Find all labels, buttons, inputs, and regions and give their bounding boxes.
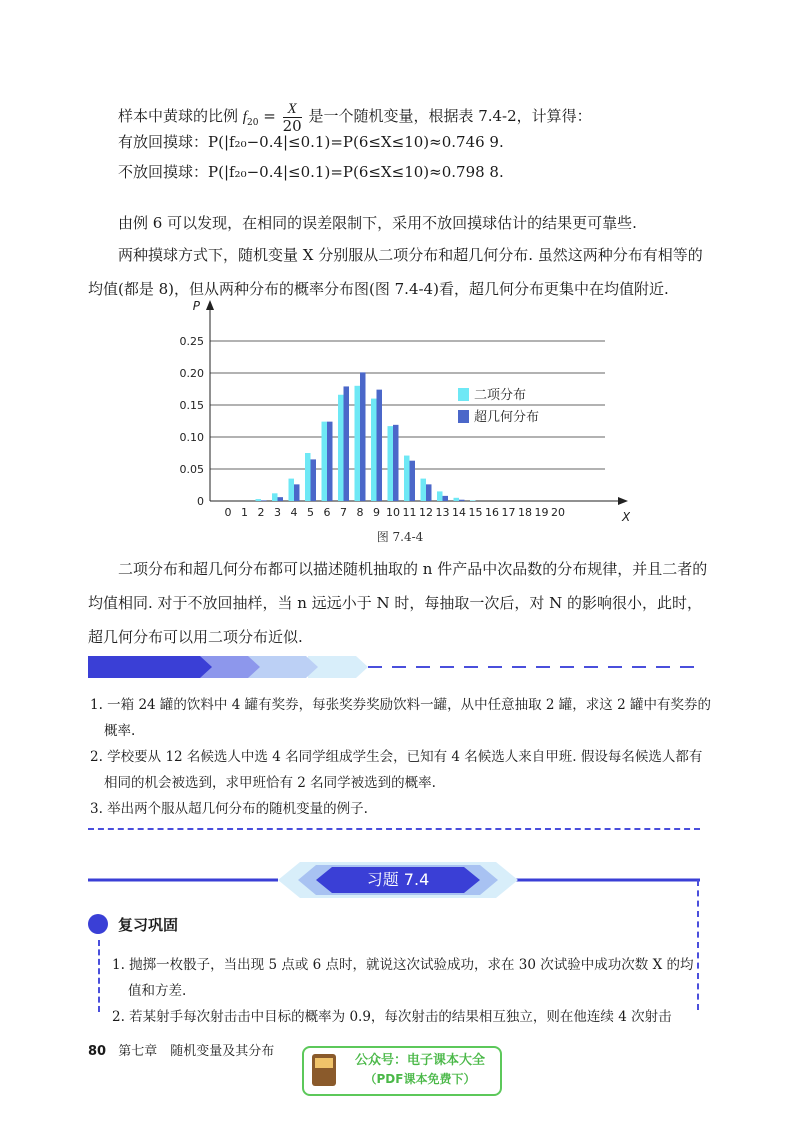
fraction: [283, 101, 302, 134]
x-tick-label: 17: [501, 506, 516, 519]
figure-caption: 图 7.4-4: [376, 530, 424, 544]
bar-binomial: [322, 422, 328, 501]
x-tick-label: 5: [307, 506, 314, 519]
exercise-item-2: 2. 若某射手每次射击击中目标的概率为 0.9，每次射击的结果相互独立，则在他连续 4 次射击: [112, 1009, 672, 1025]
practice-list: [90, 692, 711, 822]
practice-item-2-cont: 相同的机会被选到，求甲班恰有 2 名同学被选到的概率.: [104, 775, 436, 791]
x-tick-label: 14: [452, 506, 466, 519]
paragraph-3: 二项分布和超几何分布都可以描述随机抽取的 n 件产品中次品数的分布规律，并且二者的均值相同. 对于不放回抽样，当 n 远远小于 N 时，每抽取一次后，对 N 的影响很小，此时，超几何分布可以用二项分布近似.: [88, 560, 708, 646]
paragraph-2: 两种摸球方式下，随机变量 X 分别服从二项分布和超几何分布. 虽然这两种分布有相等的均值(都是 8)，但从两种分布的概率分布图(图 7.4-4)看，超几何分布更集中在均值附近.: [88, 246, 703, 298]
stamp-text-1: 公众号：电子课本大全: [354, 1053, 485, 1068]
bar-binomial: [272, 493, 278, 501]
bar-binomial: [355, 386, 361, 501]
bar-hypergeometric: [311, 459, 317, 501]
bar-binomial: [338, 395, 344, 501]
paragraph-1: 由例 6 可以发现，在相同的误差限制下，采用不放回摸球估计的结果更可靠些.: [118, 214, 637, 232]
bar-binomial: [371, 399, 377, 501]
exercise-title: 习题 7.4: [366, 870, 430, 889]
exercise-item-1-cont: 值和方差.: [128, 983, 187, 999]
probability-chart: [170, 296, 630, 524]
page-footer: [88, 1040, 274, 1059]
practice-item-2: 2. 学校要从 12 名候选人中选 4 名同学组成学生会，已知有 4 名候选人来自甲班. 假设每名候选人都有: [90, 749, 703, 765]
y-axis-arrow: [206, 300, 214, 310]
intro-eq: =: [263, 107, 276, 125]
bar-binomial: [421, 479, 427, 501]
x-tick-label: 19: [534, 506, 549, 519]
bar-binomial: [437, 491, 443, 501]
bar-binomial: [470, 500, 476, 501]
x-tick-label: 10: [386, 506, 400, 519]
bar-binomial: [388, 426, 394, 501]
bar-hypergeometric: [261, 500, 267, 501]
bar-binomial: [305, 453, 311, 501]
x-tick-label: 16: [485, 506, 499, 519]
exercise-left-border: [98, 940, 100, 1012]
x-tick-label: 18: [518, 506, 532, 519]
x-tick-label: 3: [274, 506, 281, 519]
exercise-right-border: [697, 880, 699, 1010]
chapter-title: 第七章 随机变量及其分布: [118, 1044, 275, 1059]
practice-end-divider: [88, 828, 700, 830]
x-tick-label: 8: [356, 506, 364, 519]
x-tick-label: 6: [323, 506, 331, 519]
x-axis-arrow: [618, 497, 628, 505]
practice-item-1-cont: 概率.: [104, 723, 136, 739]
bar-binomial: [454, 498, 460, 501]
bar-hypergeometric: [410, 461, 416, 501]
page-number: 80: [88, 1044, 107, 1059]
intro-sub: 20: [246, 118, 259, 128]
y-axis-label: P: [192, 299, 200, 313]
y-tick-label: 0.15: [179, 399, 204, 412]
practice-item-3: 3. 举出两个服从超几何分布的随机变量的例子.: [90, 801, 368, 817]
intro-var-f: f: [242, 109, 247, 125]
bar-binomial: [256, 499, 262, 501]
section-title: 复习巩固: [118, 916, 179, 934]
x-tick-label: 7: [340, 506, 347, 519]
x-tick-label: 2: [257, 506, 265, 519]
bar-binomial: [404, 456, 410, 501]
exercise-banner: [88, 862, 700, 898]
legend-swatch: [458, 388, 469, 401]
x-tick-label: 20: [551, 506, 565, 519]
legend-label: 二项分布: [474, 388, 527, 403]
y-tick-label: 0: [197, 495, 204, 508]
x-tick-label: 0: [224, 506, 232, 519]
x-tick-label: 11: [402, 506, 417, 519]
stamp-text-2: （PDF课本免费下）: [364, 1072, 476, 1086]
bar-hypergeometric: [278, 497, 284, 501]
book-icon: [312, 1054, 336, 1086]
bar-hypergeometric: [344, 386, 350, 501]
y-tick-label: 0.05: [179, 463, 204, 476]
x-tick-label: 9: [373, 506, 380, 519]
bar-binomial: [289, 479, 295, 501]
intro-text-b: 是一个随机变量，根据表 7.4-2，计算得：: [308, 107, 592, 125]
y-tick-label: 0.20: [179, 367, 204, 380]
bar-hypergeometric: [327, 422, 333, 501]
x-tick-label: 1: [241, 506, 248, 519]
legend-swatch: [458, 410, 469, 423]
exercise-list: [112, 952, 693, 1030]
bar-hypergeometric: [459, 500, 465, 501]
result-with-replacement: 有放回摸球：P(|f₂₀−0.4|≤0.1)=P(6≤X≤10)≈0.746 9.: [118, 133, 504, 151]
exercise-item-1: 1. 抛掷一枚骰子，当出现 5 点或 6 点时，就说这次试验成功，求在 30 次试验中成功次数 X 的均: [112, 957, 694, 973]
intro-text-a: 样本中黄球的比例: [118, 107, 239, 125]
bar-hypergeometric: [360, 372, 366, 501]
x-tick-label: 13: [435, 506, 450, 519]
x-axis-label: X: [622, 510, 630, 524]
y-tick-label: 0.10: [179, 431, 204, 444]
bar-hypergeometric: [426, 484, 432, 501]
practice-banner: [88, 656, 708, 678]
practice-arrow-graphic: [88, 656, 708, 678]
practice-item-1: 1. 一箱 24 罐的饮料中 4 罐有奖券，每张奖券奖励饮料一罐，从中任意抽取 2 罐，求这 2 罐中有奖券的: [90, 697, 711, 713]
result-without-replacement: 不放回摸球：P(|f₂₀−0.4|≤0.1)=P(6≤X≤10)≈0.798 8.: [118, 163, 504, 181]
x-tick-label: 15: [468, 506, 483, 519]
bar-hypergeometric: [294, 484, 300, 501]
legend-label: 超几何分布: [474, 410, 540, 425]
bar-hypergeometric: [377, 390, 383, 501]
y-tick-label: 0.25: [179, 335, 204, 348]
bar-hypergeometric: [393, 425, 399, 501]
fraction-numerator: X: [283, 101, 302, 118]
section-bullet-icon: [88, 914, 108, 934]
bar-hypergeometric: [443, 496, 449, 501]
wechat-stamp: [302, 1046, 502, 1096]
x-tick-label: 12: [419, 506, 433, 519]
fraction-denominator: 20: [282, 116, 302, 135]
x-tick-label: 4: [290, 506, 298, 519]
